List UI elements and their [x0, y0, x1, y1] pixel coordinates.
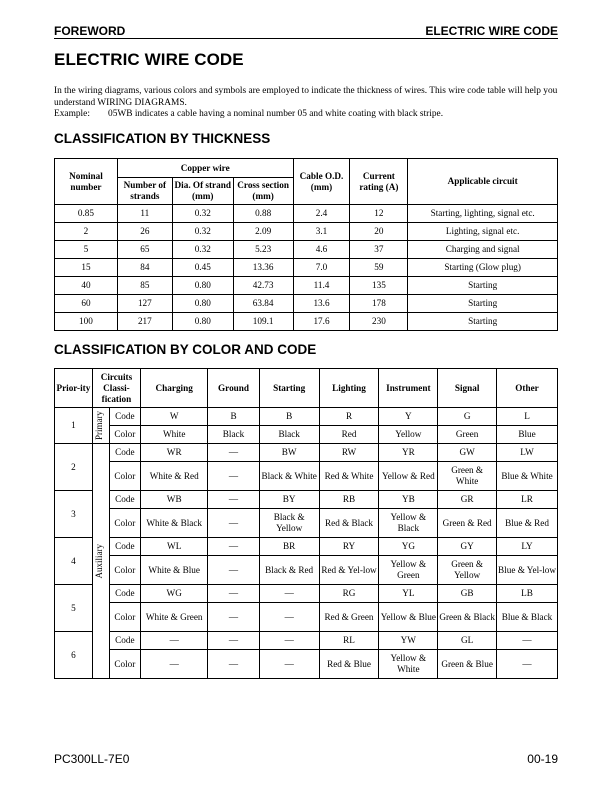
table-cell: 2.4 [293, 205, 350, 223]
color-cell: — [141, 650, 208, 679]
code-cell: GB [438, 585, 497, 603]
table-cell: Starting [408, 313, 558, 331]
footer-page-number: 00-19 [527, 752, 558, 766]
table-cell: 60 [55, 295, 118, 313]
primary-label: Primary [93, 411, 104, 440]
color-cell: Yellow & Green [379, 556, 438, 585]
code-cell: W [141, 408, 208, 426]
table-cell: Starting, lighting, signal etc. [408, 205, 558, 223]
table-cell: Charging and signal [408, 241, 558, 259]
auxiliary-label: Auxiliary [93, 543, 104, 579]
table-row [55, 295, 558, 313]
color-code-rows [55, 408, 558, 679]
header-section: FOREWORD [54, 24, 126, 38]
th-circuit: Applicable circuit [408, 159, 558, 205]
code-label: Code [109, 408, 141, 426]
table-row [55, 277, 558, 295]
table-cell: 20 [350, 223, 408, 241]
code-row [55, 632, 558, 650]
code-cell: LY [497, 538, 558, 556]
code-row [55, 444, 558, 462]
th-instrument: Instrument [379, 369, 438, 408]
th-dia: Dia. Of strand (mm) [172, 178, 233, 205]
table-cell: 0.85 [55, 205, 118, 223]
color-cell: — [259, 603, 319, 632]
code-label: Code [109, 632, 141, 650]
color-cell: — [259, 650, 319, 679]
code-cell: — [259, 632, 319, 650]
th-priority: Prior-ity [55, 369, 93, 408]
color-row [55, 650, 558, 679]
th-signal: Signal [438, 369, 497, 408]
table-row [55, 259, 558, 277]
code-label: Code [109, 538, 141, 556]
priority-cell: 3 [55, 491, 93, 538]
color-cell: Yellow & Red [379, 462, 438, 491]
code-cell: GW [438, 444, 497, 462]
color-cell: — [208, 509, 259, 538]
table-cell: 0.45 [172, 259, 233, 277]
th-strands: Number of strands [117, 178, 172, 205]
code-cell: — [208, 491, 259, 509]
table-cell: 40 [55, 277, 118, 295]
code-label: Code [109, 444, 141, 462]
color-cell: Black [208, 426, 259, 444]
code-cell: B [208, 408, 259, 426]
table-cell: 0.32 [172, 205, 233, 223]
color-cell: Blue [497, 426, 558, 444]
code-cell: Y [379, 408, 438, 426]
priority-cell: 6 [55, 632, 93, 679]
th-classification: Circuits Classi-fication [92, 369, 140, 408]
table-cell: 13.6 [293, 295, 350, 313]
example-label: Example: [54, 109, 90, 120]
color-cell: Red & Blue [319, 650, 379, 679]
color-cell: Green & White [438, 462, 497, 491]
code-cell: R [319, 408, 379, 426]
class-primary-cell [92, 408, 109, 444]
color-cell: White [141, 426, 208, 444]
code-cell: YR [379, 444, 438, 462]
code-cell: YG [379, 538, 438, 556]
code-cell: RW [319, 444, 379, 462]
color-cell: Yellow & Blue [379, 603, 438, 632]
color-row [55, 509, 558, 538]
color-cell: Red & Yel-low [319, 556, 379, 585]
color-cell: Yellow & White [379, 650, 438, 679]
table-cell: 85 [117, 277, 172, 295]
color-cell: Black & Red [259, 556, 319, 585]
th-nominal: Nominal number [55, 159, 118, 205]
table-cell: 84 [117, 259, 172, 277]
color-row [55, 462, 558, 491]
color-row [55, 426, 558, 444]
table-cell: 0.80 [172, 313, 233, 331]
footer-model: PC300LL-7E0 [54, 752, 130, 766]
table-cell: 0.80 [172, 295, 233, 313]
color-cell: Green & Blue [438, 650, 497, 679]
table-cell: 0.32 [172, 241, 233, 259]
table-row [55, 313, 558, 331]
code-cell: L [497, 408, 558, 426]
th-starting: Starting [259, 369, 319, 408]
thickness-table [54, 158, 558, 331]
priority-cell: 4 [55, 538, 93, 585]
table-cell: 3.1 [293, 223, 350, 241]
th-charging: Charging [141, 369, 208, 408]
code-cell: — [259, 585, 319, 603]
th-od: Cable O.D. (mm) [293, 159, 350, 205]
color-cell: — [497, 650, 558, 679]
table-cell: 178 [350, 295, 408, 313]
table-cell: 4.6 [293, 241, 350, 259]
table-cell: 2 [55, 223, 118, 241]
color-label: Color [109, 556, 141, 585]
code-cell: GY [438, 538, 497, 556]
color-cell: Black [259, 426, 319, 444]
intro-paragraph: In the wiring diagrams, various colors and symbols are employed to indicate the thickness of wires. This wire code table will help you understand WIRING DIAGRAMS. [54, 86, 558, 108]
table-cell: 63.84 [233, 295, 293, 313]
code-cell: — [141, 632, 208, 650]
table-cell: 26 [117, 223, 172, 241]
table-cell: 5 [55, 241, 118, 259]
color-cell: Red [319, 426, 379, 444]
color-cell: White & Black [141, 509, 208, 538]
table-cell: 135 [350, 277, 408, 295]
code-cell: — [497, 632, 558, 650]
table-cell: 127 [117, 295, 172, 313]
color-cell: White & Green [141, 603, 208, 632]
code-cell: LB [497, 585, 558, 603]
code-cell: YB [379, 491, 438, 509]
code-row [55, 585, 558, 603]
th-ground: Ground [208, 369, 259, 408]
color-label: Color [109, 462, 141, 491]
color-cell: Yellow & Black [379, 509, 438, 538]
code-cell: YL [379, 585, 438, 603]
color-label: Color [109, 426, 141, 444]
table-cell: 11 [117, 205, 172, 223]
th-cross: Cross section (mm) [233, 178, 293, 205]
color-cell: White & Red [141, 462, 208, 491]
color-cell: Green [438, 426, 497, 444]
example-text: 05WB indicates a cable having a nominal number 05 and white coating with black stripe. [108, 109, 444, 120]
page-title: ELECTRIC WIRE CODE [54, 50, 244, 69]
page-header [54, 24, 558, 39]
table-cell: Starting [408, 277, 558, 295]
color-heading: CLASSIFICATION BY COLOR AND CODE [54, 342, 317, 357]
table-cell: 17.6 [293, 313, 350, 331]
color-label: Color [109, 509, 141, 538]
priority-cell: 2 [55, 444, 93, 491]
intro-text [54, 86, 560, 121]
color-cell: Black & Yellow [259, 509, 319, 538]
th-other: Other [497, 369, 558, 408]
color-cell: Red & Green [319, 603, 379, 632]
table-cell: 2.09 [233, 223, 293, 241]
color-cell: Blue & Black [497, 603, 558, 632]
code-cell: BR [259, 538, 319, 556]
table-cell: Starting [408, 295, 558, 313]
code-cell: WR [141, 444, 208, 462]
color-cell: Green & Red [438, 509, 497, 538]
color-code-table [54, 368, 558, 679]
header-topic: ELECTRIC WIRE CODE [425, 24, 558, 38]
code-cell: LW [497, 444, 558, 462]
table-cell: 65 [117, 241, 172, 259]
table-cell: 15 [55, 259, 118, 277]
thickness-rows [55, 205, 558, 331]
code-label: Code [109, 491, 141, 509]
code-cell: WG [141, 585, 208, 603]
code-cell: RG [319, 585, 379, 603]
color-cell: — [208, 556, 259, 585]
table-cell: 42.73 [233, 277, 293, 295]
code-row [55, 408, 558, 426]
code-cell: RY [319, 538, 379, 556]
table-cell: 59 [350, 259, 408, 277]
code-row [55, 538, 558, 556]
color-cell: — [208, 650, 259, 679]
color-cell: Blue & Yel-low [497, 556, 558, 585]
table-cell: 217 [117, 313, 172, 331]
table-cell: 0.80 [172, 277, 233, 295]
code-cell: — [208, 538, 259, 556]
code-cell: — [208, 444, 259, 462]
code-cell: RL [319, 632, 379, 650]
table-cell: Starting (Glow plug) [408, 259, 558, 277]
table-row [55, 223, 558, 241]
priority-cell: 1 [55, 408, 93, 444]
table-row [55, 241, 558, 259]
code-cell: B [259, 408, 319, 426]
color-cell: Blue & White [497, 462, 558, 491]
color-cell: Green & Black [438, 603, 497, 632]
code-row [55, 491, 558, 509]
color-cell: Blue & Red [497, 509, 558, 538]
code-cell: G [438, 408, 497, 426]
code-cell: BW [259, 444, 319, 462]
class-auxiliary-cell [92, 444, 109, 679]
table-cell: 100 [55, 313, 118, 331]
code-label: Code [109, 585, 141, 603]
color-cell: — [208, 462, 259, 491]
table-cell: 5.23 [233, 241, 293, 259]
color-cell: White & Blue [141, 556, 208, 585]
th-current: Current rating (A) [350, 159, 408, 205]
code-cell: — [208, 585, 259, 603]
th-copper: Copper wire [117, 159, 293, 178]
code-cell: YW [379, 632, 438, 650]
table-cell: 13.36 [233, 259, 293, 277]
color-label: Color [109, 650, 141, 679]
table-cell: 7.0 [293, 259, 350, 277]
th-lighting: Lighting [319, 369, 379, 408]
table-cell: 11.4 [293, 277, 350, 295]
code-cell: GL [438, 632, 497, 650]
code-cell: GR [438, 491, 497, 509]
table-row [55, 205, 558, 223]
code-cell: WL [141, 538, 208, 556]
table-cell: 37 [350, 241, 408, 259]
color-row [55, 556, 558, 585]
color-cell: Red & Black [319, 509, 379, 538]
table-cell: 0.88 [233, 205, 293, 223]
table-cell: 109.1 [233, 313, 293, 331]
color-label: Color [109, 603, 141, 632]
code-cell: — [208, 632, 259, 650]
color-cell: — [208, 603, 259, 632]
table-cell: 12 [350, 205, 408, 223]
intro-example [54, 109, 560, 121]
color-row [55, 603, 558, 632]
code-cell: BY [259, 491, 319, 509]
thickness-heading: CLASSIFICATION BY THICKNESS [54, 131, 271, 146]
table-cell: Lighting, signal etc. [408, 223, 558, 241]
priority-cell: 5 [55, 585, 93, 632]
color-cell: Black & White [259, 462, 319, 491]
code-cell: WB [141, 491, 208, 509]
color-cell: Yellow [379, 426, 438, 444]
color-cell: Red & White [319, 462, 379, 491]
code-cell: RB [319, 491, 379, 509]
table-cell: 230 [350, 313, 408, 331]
color-cell: Green & Yellow [438, 556, 497, 585]
code-cell: LR [497, 491, 558, 509]
table-cell: 0.32 [172, 223, 233, 241]
